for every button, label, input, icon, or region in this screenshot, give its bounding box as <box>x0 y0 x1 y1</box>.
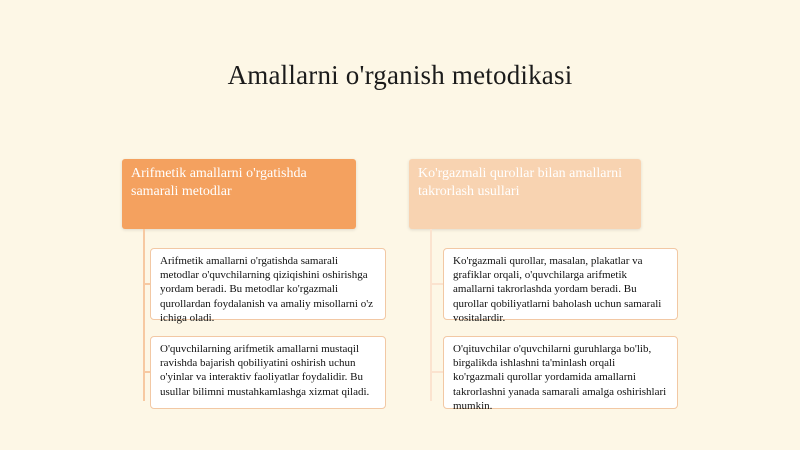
column-header-effective-methods: Arifmetik amallarni o'rgatishda samarali metodlar <box>122 159 356 229</box>
connector-branch-line <box>430 371 443 373</box>
connector-branch-line <box>143 371 150 373</box>
connector-vertical-line <box>143 229 145 401</box>
info-card: O'qituvchilar o'quvchilarni guruhlarga bo'lib, birgalikda ishlashni ta'minlash orqali ko'rgazmali qurollar yordamida amallarni takrorlashni yanada samarali amalga oshirishlari mumkin. <box>443 336 678 409</box>
info-card: O'quvchilarning arifmetik amallarni mustaqil ravishda bajarish qobiliyatini oshirish uchun o'yinlar va interaktiv faoliyatlar foydalidir. Bu usullar bilimni mustahkamlashga xizmat qiladi. <box>150 336 386 409</box>
info-card: Arifmetik amallarni o'rgatishda samarali metodlar o'quvchilarning qiziqishini oshirishga yordam beradi. Bu metodlar ko'rgazmali qurollardan foydalanish va amaliy misollarni o'z ichiga oladi. <box>150 248 386 320</box>
connector-branch-line <box>430 283 443 285</box>
info-card: Ko'rgazmali qurollar, masalan, plakatlar va grafiklar orqali, o'quvchilarga arifmetik amallarni takrorlashda yordam beradi. Bu qurollar qobiliyatlarni baholash uchun samarali vositalardir. <box>443 248 678 320</box>
connector-vertical-line <box>430 229 432 401</box>
column-header-visual-aids: Ko'rgazmali qurollar bilan amallarni takrorlash usullari <box>409 159 641 229</box>
slide-title: Amallarni o'rganish metodikasi <box>227 60 573 90</box>
connector-branch-line <box>143 283 150 285</box>
